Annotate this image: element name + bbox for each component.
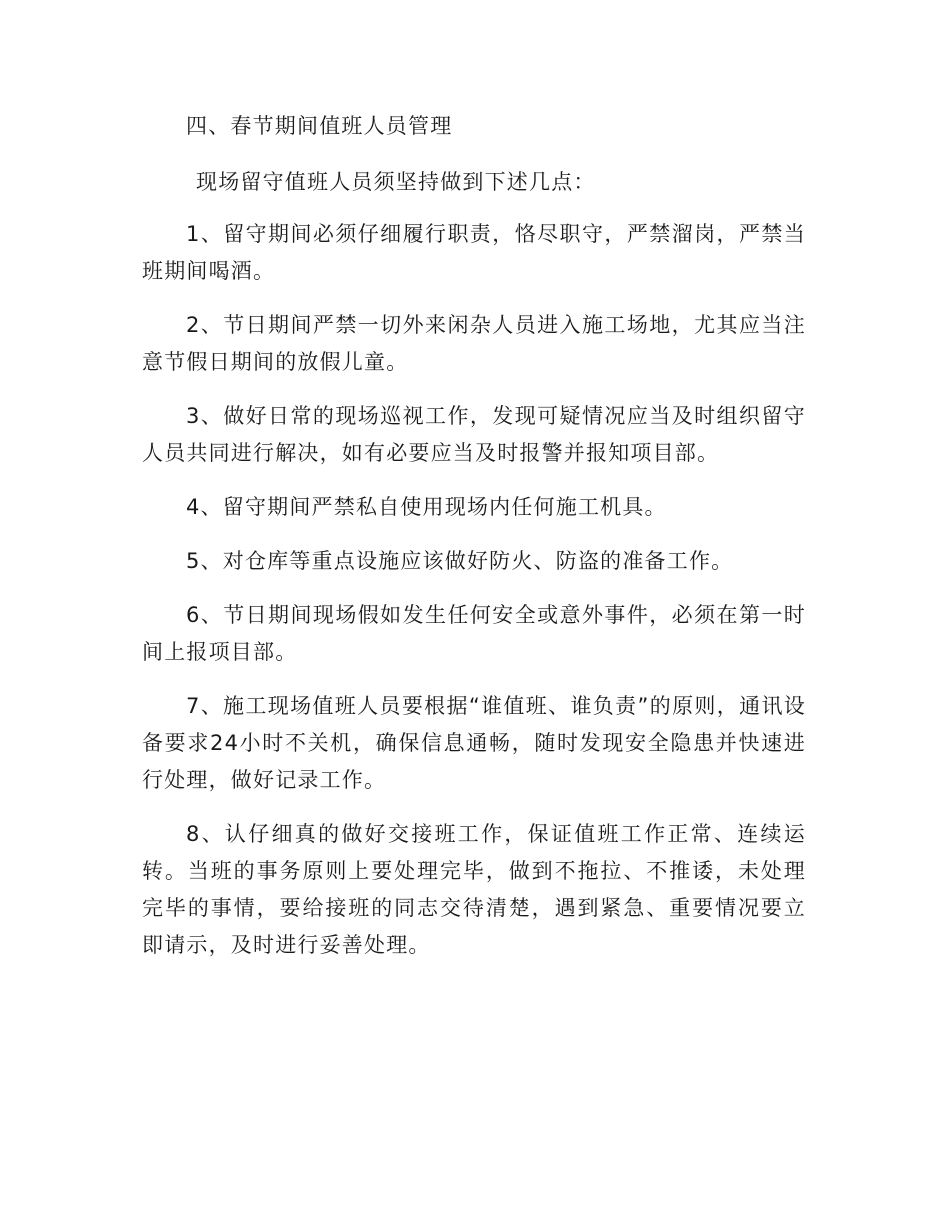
rule-item-7: 7、施工现场值班人员要根据“谁值班、谁负责”的原则，通讯设备要求24小时不关机，确保信息通畅，随时发现安全隐患并快速进行处理，做好记录工作。 [142,694,806,792]
section-heading: 四、春节期间值班人员管理 [186,114,453,138]
rule-item-3: 3、做好日常的现场巡视工作，发现可疑情况应当及时组织留守人员共同进行解决，如有必要应当及时报警并报知项目部。 [142,404,806,465]
rule-item-4: 4、留守期间严禁私自使用现场内任何施工机具。 [186,495,667,519]
intro-paragraph: 现场留守值班人员须坚持做到下述几点： [196,170,596,194]
rule-item-6: 6、节日期间现场假如发生任何安全或意外事件，必须在第一时间上报项目部。 [142,603,806,664]
document-body [142,108,806,964]
rule-item-2: 2、节日期间严禁一切外来闲杂人员进入施工场地，尤其应当注意节假日期间的放假儿童。 [142,313,806,374]
rule-item-5: 5、对仓库等重点设施应该做好防火、防盗的准备工作。 [186,549,734,573]
rule-item-1: 1、留守期间必须仔细履行职责，恪尽职守，严禁溜岗，严禁当班期间喝酒。 [142,222,806,283]
rule-item-8: 8、认仔细真的做好交接班工作，保证值班工作正常、连续运转。当班的事务原则上要处理完毕，做到不拖拉、不推诿，未处理完毕的事情，要给接班的同志交待清楚，遇到紧急、重要情况要立即请示，及时进行妥善处理。 [142,822,806,957]
